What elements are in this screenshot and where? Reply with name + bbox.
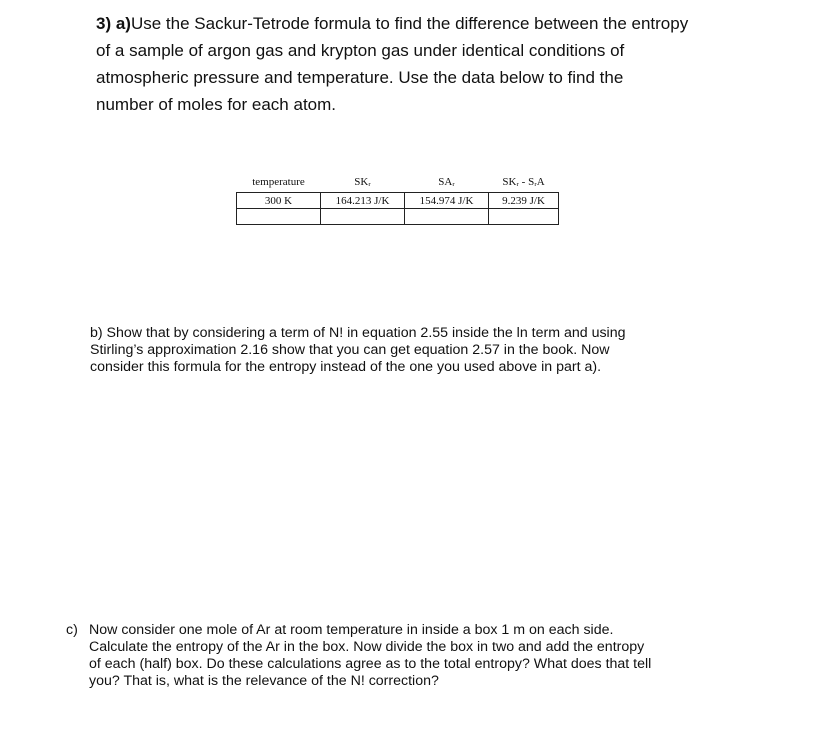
table-cell: 9.239 J/K bbox=[489, 193, 559, 209]
question-c-line-4: you? That is, what is the relevance of the N! correction? bbox=[89, 673, 439, 689]
table-cell: 154.974 J/K bbox=[405, 193, 489, 209]
table-cell: 300 K bbox=[237, 193, 321, 209]
table-header-row bbox=[237, 174, 559, 193]
table-cell bbox=[405, 209, 489, 225]
question-c-body bbox=[89, 622, 739, 690]
question-b-line-3: consider this formula for the entropy instead of the one you used above in part a). bbox=[90, 359, 602, 375]
question-a-line-3: atmospheric pressure and temperature. Use the data below to find the bbox=[96, 68, 624, 87]
table-cell bbox=[237, 209, 321, 225]
header-s-difference: SKᵣ - SᵣA bbox=[502, 176, 545, 188]
question-a-line-4: number of moles for each atom. bbox=[96, 95, 337, 114]
header-temperature: temperature bbox=[252, 176, 305, 188]
question-c-line-2: Calculate the entropy of the Ar in the box. Now divide the box in two and add the entropy bbox=[89, 639, 645, 655]
header-s-krypton: SKᵣ bbox=[354, 176, 371, 188]
question-number: 3) a) bbox=[96, 14, 131, 33]
question-b-line-1: b) Show that by considering a term of N! in equation 2.55 inside the ln term and using bbox=[90, 325, 626, 341]
table-cell: 164.213 J/K bbox=[321, 193, 405, 209]
entropy-data-table bbox=[236, 174, 559, 225]
question-c-line-1: Now consider one mole of Ar at room temperature in inside a box 1 m on each side. bbox=[89, 622, 614, 638]
table-row bbox=[237, 209, 559, 225]
question-c-line-3: of each (half) box. Do these calculations agree as to the total entropy? What does that tell bbox=[89, 656, 652, 672]
question-c-label: c) bbox=[66, 622, 78, 638]
question-b bbox=[90, 325, 720, 376]
table-row bbox=[237, 193, 559, 209]
table-cell bbox=[321, 209, 405, 225]
question-a bbox=[96, 10, 736, 118]
question-a-line-2: of a sample of argon gas and krypton gas under identical conditions of bbox=[96, 41, 625, 60]
table-cell bbox=[489, 209, 559, 225]
question-a-line-1: 3) a)Use the Sackur-Tetrode formula to find the difference between the entropy bbox=[96, 14, 689, 33]
header-s-argon: SAᵣ bbox=[438, 176, 455, 188]
question-b-line-2: Stirling’s approximation 2.16 show that you can get equation 2.57 in the book. Now bbox=[90, 342, 610, 358]
